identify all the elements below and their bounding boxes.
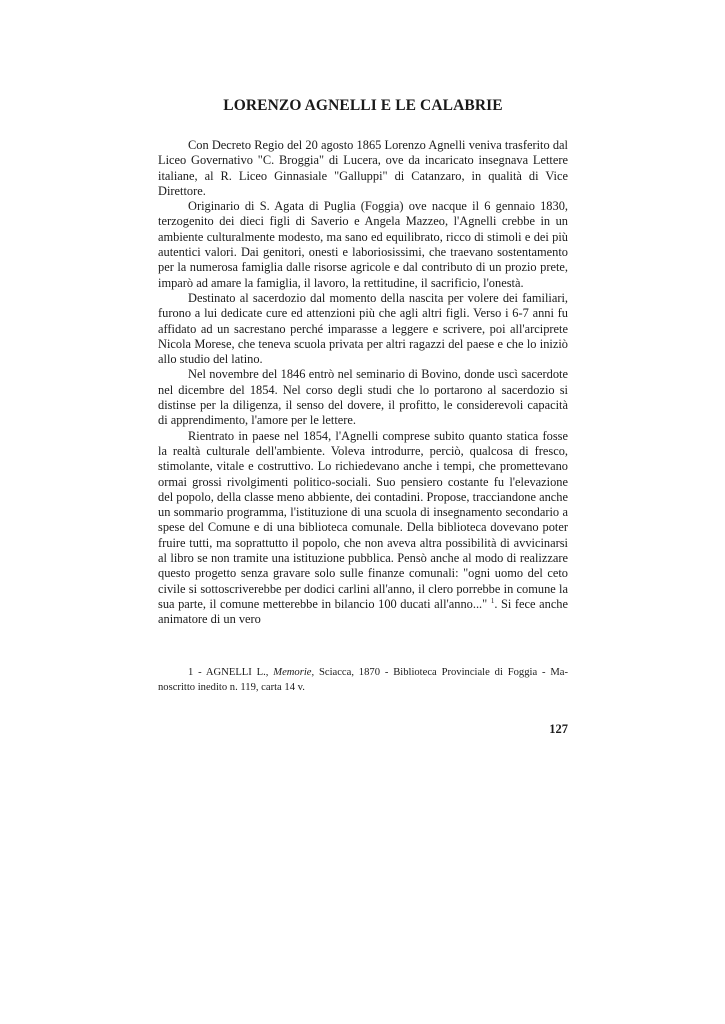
paragraph-5: Rientrato in paese nel 1854, l'Agnelli comprese subito quanto statica fosse la realtà culturale dell'ambiente. Voleva introdurre, perciò, qualcosa di fresco, stimolante, vitale e costruttivo. Lo richiedevano anche i tempi, che promettevano ormai grossi rivolgimenti politico-sociali. Suo pensiero costante fu l'elevazione del popolo, della classe meno abbiente, dei contadini. Propose, tracciandone anche un sommario programma, l'istituzione di una scuola di insegnamento secondario a spese del Comune e di una biblioteca comunale. Della biblioteca dovevano poter fruire tutti, ma soprattutto il popolo, che non aveva altra possibilità di avvicinarsi al libro se non tramite una istituzione pubblica. Pensò anche al modo di realizzare questo progetto senza gravare solo sulle finanze comunali: "ogni uomo del ceto civile si sottoscriverebbe per dodici carlini all'anno, il clero porrebbe in comune la sua parte, il comune metterebbe in bilancio 100 ducati all'anno..." $^1$. Si fece anche animatore di un vero	[158, 428, 569, 627]
article-body	[158, 138, 568, 628]
footnote-lead: 1 - AGNELLI L.,	[188, 667, 269, 678]
paragraph-3: Destinato al sacerdozio dal momento della nascita per volere dei familiari, furono a lui dedicate cure ed attenzioni più che agli altri figli. Verso i 6-7 anni fu affidato ad un sacrestano perché imparasse a leggere e scrivere, poi all'arciprete Nicola Morese, che teneva scuola privata per altri ragazzi del paese e che lo iniziò allo studio del latino.	[158, 290, 568, 367]
paragraph-2: Originario di S. Agata di Puglia (Foggia) ove nacque il 6 gennaio 1830, terzogenito dei dieci figli di Saverio e Angela Mazzeo, l'Agnelli crebbe in un ambiente culturalmente modesto, ma sano ed equilibrato, ricco di stimoli e dei più autentici valori. Dai genitori, onesti e laboriosissimi, che traevano sostentamento per la numerosa famiglia dalle risorse agricole e dal contributo di un prozio prete, imparò ad amare la famiglia, il lavoro, la rettitudine, il sacrificio, l'onestà.	[158, 199, 568, 290]
paragraph-4: Nel novembre del 1846 entrò nel seminario di Bovino, donde uscì sacerdote nel dicembre del 1854. Nel corso degli studi che lo portarono al sacerdozio si distinse per la diligenza, il senso del dovere, il profitto, le considerevoli capacità di apprendimento, l'amore per le lettere.	[158, 367, 568, 428]
paragraph-1: Con Decreto Regio del 20 agosto 1865 Lorenzo Agnelli veniva trasferito dal Liceo Governativo "C. Broggia" di Lucera, ove da incaricato insegnava Lettere italiane, al R. Liceo Ginnasiale "Galluppi" di Catanzaro, in qualità di Vice Direttore.	[158, 138, 568, 198]
paragraph-5-tail: Si fece anche animatore di un vero	[158, 596, 569, 627]
page-number: 127	[549, 722, 568, 736]
article-title: LORENZO AGNELLI E LE CALABRIE	[223, 97, 503, 114]
footnote-reference: 1	[490, 596, 495, 605]
document-page	[158, 96, 569, 736]
footnote-rest: Sciacca, 1870 - Biblioteca Provinciale di Foggia - Manoscritto inedito n. 119, carta 14 v.	[158, 667, 568, 693]
footnote-title: Memorie,	[273, 667, 315, 678]
footnote	[158, 665, 568, 695]
paragraph-5-text: Rientrato in paese nel 1854, l'Agnelli comprese subito quanto statica fosse la realtà culturale dell'ambiente. Voleva introdurre, perciò, qualcosa di fresco, stimolante, vitale e costruttivo. Lo richiedevano anche i tempi, che promettevano ormai grossi rivolgimenti politico-sociali. Suo pensiero costante fu l'elevazione del popolo, della classe meno abbiente, dei contadini. Propose, tracciandone anche un sommario programma, l'istituzione di una scuola di insegnamento secondario a spese del Comune e di una biblioteca comunale. Della biblioteca dovevano poter fruire tutti, ma soprattutto il popolo, che non aveva altra possibilità di avvicinarsi al libro se non tramite una istituzione pubblica. Pensò anche al modo di realizzare questo progetto senza gravare solo sulle finanze comunali: "ogni uomo del ceto civile si sottoscriverebbe per dodici carlini all'anno, il clero porrebbe in comune la sua parte, il comune metterebbe in bilancio 100 ducati all'anno..."	[158, 428, 568, 611]
